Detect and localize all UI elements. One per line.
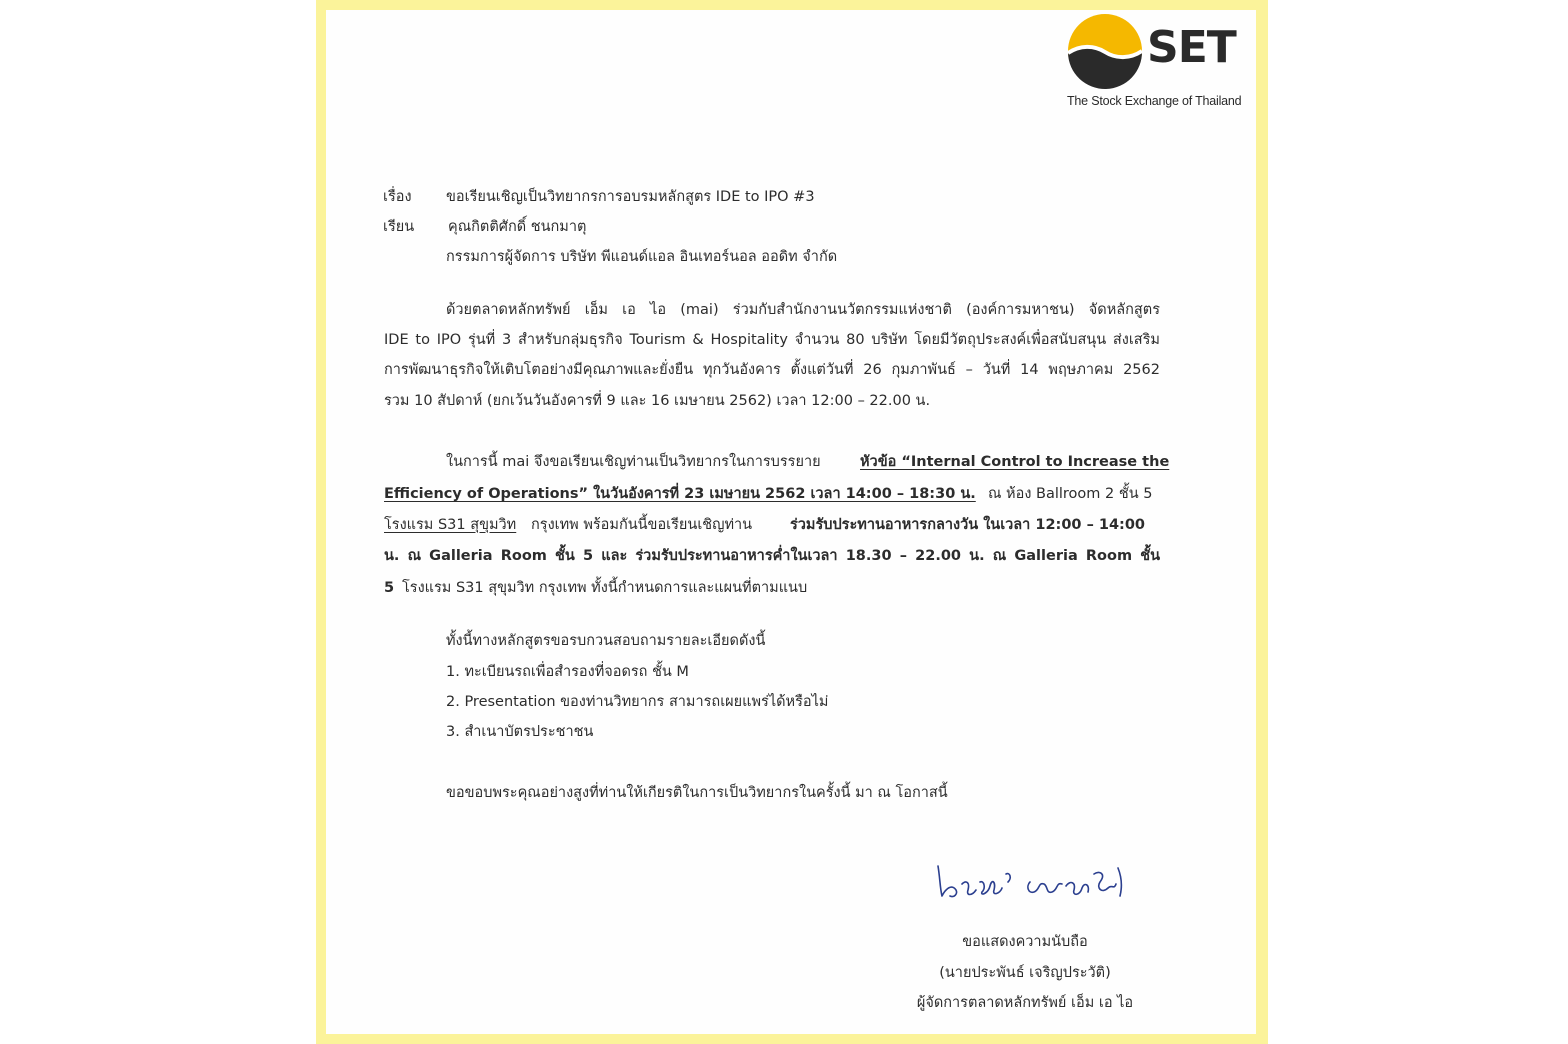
set-logo-wordmark: SET	[1147, 22, 1236, 73]
signatory-position: ผู้จัดการตลาดหลักทรัพย์ เอ็ม เอ ไอ	[916, 995, 1134, 1011]
para2-venue: ณ ห้อง Ballroom 2 ชั้น 5	[988, 486, 1153, 502]
para2-line3-b: กรุงเทพ พร้อมกันนี้ขอเรียนเชิญท่าน	[531, 517, 753, 533]
signatory-name: (นายประพันธ์ เจริญประวัติ)	[939, 965, 1111, 981]
para1-line1: ด้วยตลาดหลักทรัพย์ เอ็ม เอ ไอ (mai) ร่วมกับสำนักงานนวัตกรรมแห่งชาติ (องค์การมหาชน) จัดหลักสูตร	[446, 302, 1160, 318]
para3-intro: ทั้งนี้ทางหลักสูตรขอรบกวนสอบถามรายละเอียดดังนี้	[446, 633, 766, 649]
subject-text: ขอเรียนเชิญเป็นวิทยากรการอบรมหลักสูตร IDE to IPO #3	[446, 189, 815, 205]
para2-lunch: ร่วมรับประทานอาหารกลางวัน ในเวลา 12:00 – 14:00	[790, 517, 1146, 533]
para2-line4: น. ณ Galleria Room ชั้น 5 และ ร่วมรับประทานอาหารค่ำในเวลา 18.30 – 22.00 น. ณ Galleria Room ชั้น	[384, 548, 1160, 564]
para2-hotel: โรงแรม S31 สุขุมวิท	[384, 517, 517, 533]
para2-topic-end: Efficiency of Operations” ในวันอังคารที่ 23 เมษายน 2562 เวลา 14:00 – 18:30 น.	[384, 486, 976, 502]
para1-line2: IDE to IPO รุ่นที่ 3 สำหรับกลุ่มธุรกิจ Tourism & Hospitality จำนวน 80 บริษัท โดยมีวัตถุประสงค์เพื่อสนับสนุน ส่งเสริม	[384, 332, 1160, 348]
set-logo	[1066, 12, 1246, 112]
para2-topic-start: หัวข้อ “Internal Control to Increase the	[860, 454, 1170, 470]
para1-line3: การพัฒนาธุรกิจให้เติบโตอย่างมีคุณภาพและยั่งยืน ทุกวันอังคาร ตั้งแต่วันที่ 26 กุมภาพันธ์ – วันที่ 14 พฤษภาคม 2562	[384, 362, 1160, 378]
list-item: 2. Presentation ของท่านวิทยากร สามารถเผยแพร่ได้หรือไม่	[446, 694, 829, 710]
signature-regards: ขอแสดงความนับถือ	[962, 934, 1088, 950]
closing-text: ขอขอบพระคุณอย่างสูงที่ท่านให้เกียรติในการเป็นวิทยากรในครั้งนี้ มา ณ โอกาสนี้	[446, 785, 948, 801]
para2-line5-a: 5	[384, 580, 395, 596]
subject-label: เรื่อง	[383, 189, 412, 205]
handwritten-signature	[930, 860, 1130, 910]
recipient-label: เรียน	[383, 219, 415, 235]
recipient-title: กรรมการผู้จัดการ บริษัท พีแอนด์แอล อินเทอร์นอล ออดิท จำกัด	[446, 249, 838, 265]
list-item: 3. สำเนาบัตรประชาชน	[446, 724, 594, 740]
para2-line1-a: ในการนี้ mai จึงขอเรียนเชิญท่านเป็นวิทยากรในการบรรยาย	[446, 454, 821, 470]
recipient-name: คุณกิตติศักดิ์ ชนกมาตุ	[448, 219, 587, 235]
list-item: 1. ทะเบียนรถเพื่อสำรองที่จอดรถ ชั้น M	[446, 664, 689, 680]
para1-line4: รวม 10 สัปดาห์ (ยกเว้นวันอังคารที่ 9 และ 16 เมษายน 2562) เวลา 12:00 – 22.00 น.	[384, 393, 931, 409]
para2-line5-b: โรงแรม S31 สุขุมวิท กรุงเทพ ทั้งนี้กำหนดการและแผนที่ตามแนบ	[402, 580, 808, 596]
set-logo-subtitle: The Stock Exchange of Thailand	[1067, 94, 1242, 108]
set-logo-icon	[1066, 12, 1144, 90]
